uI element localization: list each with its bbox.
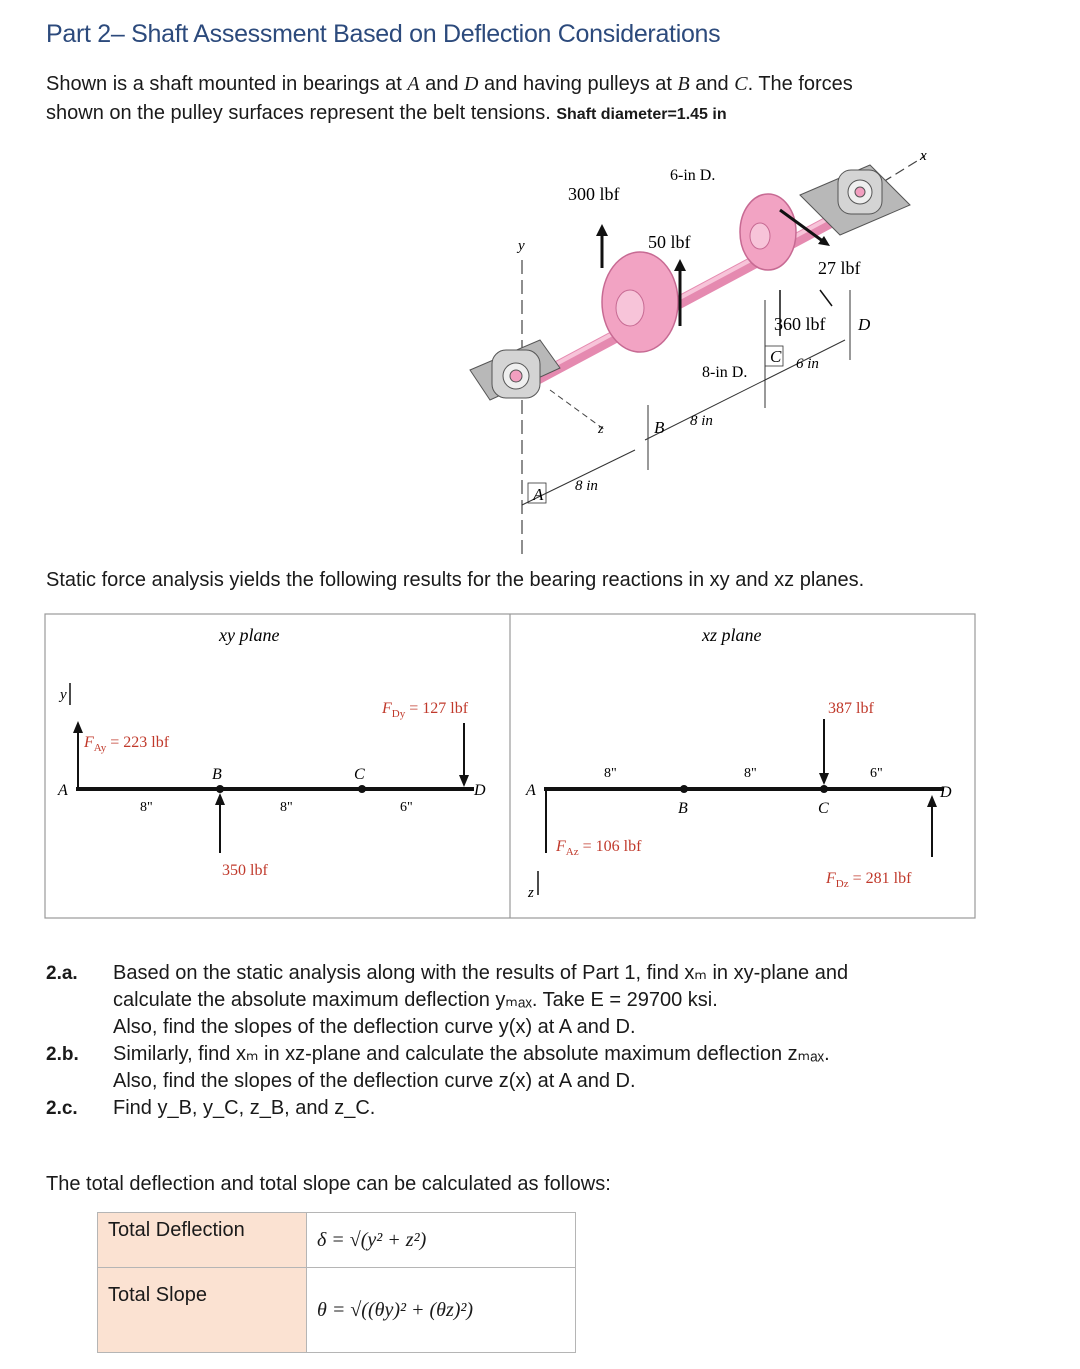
shaft-diameter: Shaft diameter=1.45 in [556,106,727,123]
xy-A: A [58,782,68,799]
totals-table [97,1212,576,1353]
question-2b-text [113,1041,1013,1095]
xy-B: B [212,766,222,783]
point-b-label: B [654,418,665,437]
axis-y-label: y [518,238,525,254]
shaft-figure [440,150,960,560]
force-50-label: 50 lbf [648,232,691,252]
xz-FDz-label: $F_{Dz} = 281$ lbf [826,870,912,890]
xy-dim-3: 6" [400,800,413,815]
question-2b-line-1: Similarly, find xₘ in xz-plane and calculate the absolute maximum deflection zₘₐₓ. [113,1043,830,1065]
total-deflection-formula: δ = √(y² + z²) [307,1213,576,1268]
bearing-a [470,340,560,400]
total-slope-formula: θ = √((θy)² + (θz)²) [307,1268,576,1353]
question-2b-label: 2.b. [46,1044,79,1065]
intro-text-4: and [689,73,735,95]
question-2a-line-1: Based on the static analysis along with the results of Part 1, find xₘ in xy-plane and [113,962,849,984]
xz-dim-1: 8" [604,766,617,781]
xz-z-axis: z [528,885,534,901]
xy-dim-1: 8" [140,800,153,815]
arrow-300 [596,224,608,236]
xy-y-axis: y [60,687,67,703]
point-c-label: C [770,347,782,366]
xy-C: C [354,766,365,783]
total-slope-label: Total Slope [98,1268,307,1353]
dim-8in-a: 8 in [575,478,598,494]
table-row [98,1213,576,1268]
axis-x-label: x [920,150,927,164]
intro-C: C [734,73,748,95]
question-2a-text [113,960,1013,1041]
force-360-label: 360 lbf [774,314,826,334]
xz-dim-3: 6" [870,766,883,781]
xy-FDy-label: $F_{Dy} = 127$ lbf [382,700,469,720]
fbd-panels [44,613,978,921]
xz-FAz-label: $F_{Az} = 106$ lbf [556,838,642,858]
question-2a-line-2: calculate the absolute maximum deflection yₘₐₓ. Take E = 29700 ksi. [113,989,718,1011]
pulley-8in-label: 8-in D. [702,364,748,381]
xz-B: B [678,800,688,817]
xz-C: C [818,800,829,817]
total-calc-text: The total deflection and total slope can be calculated as follows: [46,1173,611,1195]
xz-dim-2: 8" [744,766,757,781]
shaft [515,195,880,390]
question-2a-label: 2.a. [46,963,78,984]
point-d-label: D [858,315,871,334]
intro-text-1: Shown is a shaft mounted in bearings at [46,73,408,95]
axis-z-label: z [598,422,604,437]
table-row [98,1268,576,1353]
dim-6in: 6 in [796,356,819,372]
pulley-6in-label: 6-in D. [670,167,716,184]
question-2a-line-3: Also, find the slopes of the deflection curve y(x) at A and D. [113,1016,636,1038]
force-300-label: 300 lbf [568,184,620,204]
force-27-label: 27 lbf [818,258,861,278]
arrow-50 [674,259,686,271]
xz-title: xz plane [702,625,762,645]
intro-A: A [407,73,420,95]
question-2b-line-2: Also, find the slopes of the deflection curve z(x) at A and D. [113,1070,636,1092]
xz-A: A [526,782,536,799]
xz-FC-label: 387 lbf [828,700,874,717]
intro-text-3: and having pulleys at [478,73,678,95]
page-title: Part 2– Shaft Assessment Based on Deflection Considerations [46,20,721,48]
xy-FAy-label: $F_{Ay} = 223$ lbf [84,734,170,754]
intro-text-2: and [419,73,465,95]
static-analysis-text: Static force analysis yields the following results for the bearing reactions in xy and xz planes. [46,569,865,591]
xy-D: D [474,782,486,799]
intro-D: D [464,73,479,95]
total-deflection-label: Total Deflection [98,1213,307,1268]
xy-title: xy plane [219,625,280,645]
intro-text-5: . The forces [747,73,853,95]
intro-B: B [677,73,690,95]
point-a-label: A [533,485,544,504]
xz-D: D [940,784,952,801]
dim-8in-b: 8 in [690,413,713,429]
intro-paragraph [46,70,1026,129]
question-2c-text: Find y_B, y_C, z_B, and z_C. [113,1097,376,1119]
question-2c-label: 2.c. [46,1098,78,1119]
xy-FB-label: 350 lbf [222,862,268,879]
intro-line-2: shown on the pulley surfaces represent the belt tensions. [46,102,551,124]
xy-dim-2: 8" [280,800,293,815]
